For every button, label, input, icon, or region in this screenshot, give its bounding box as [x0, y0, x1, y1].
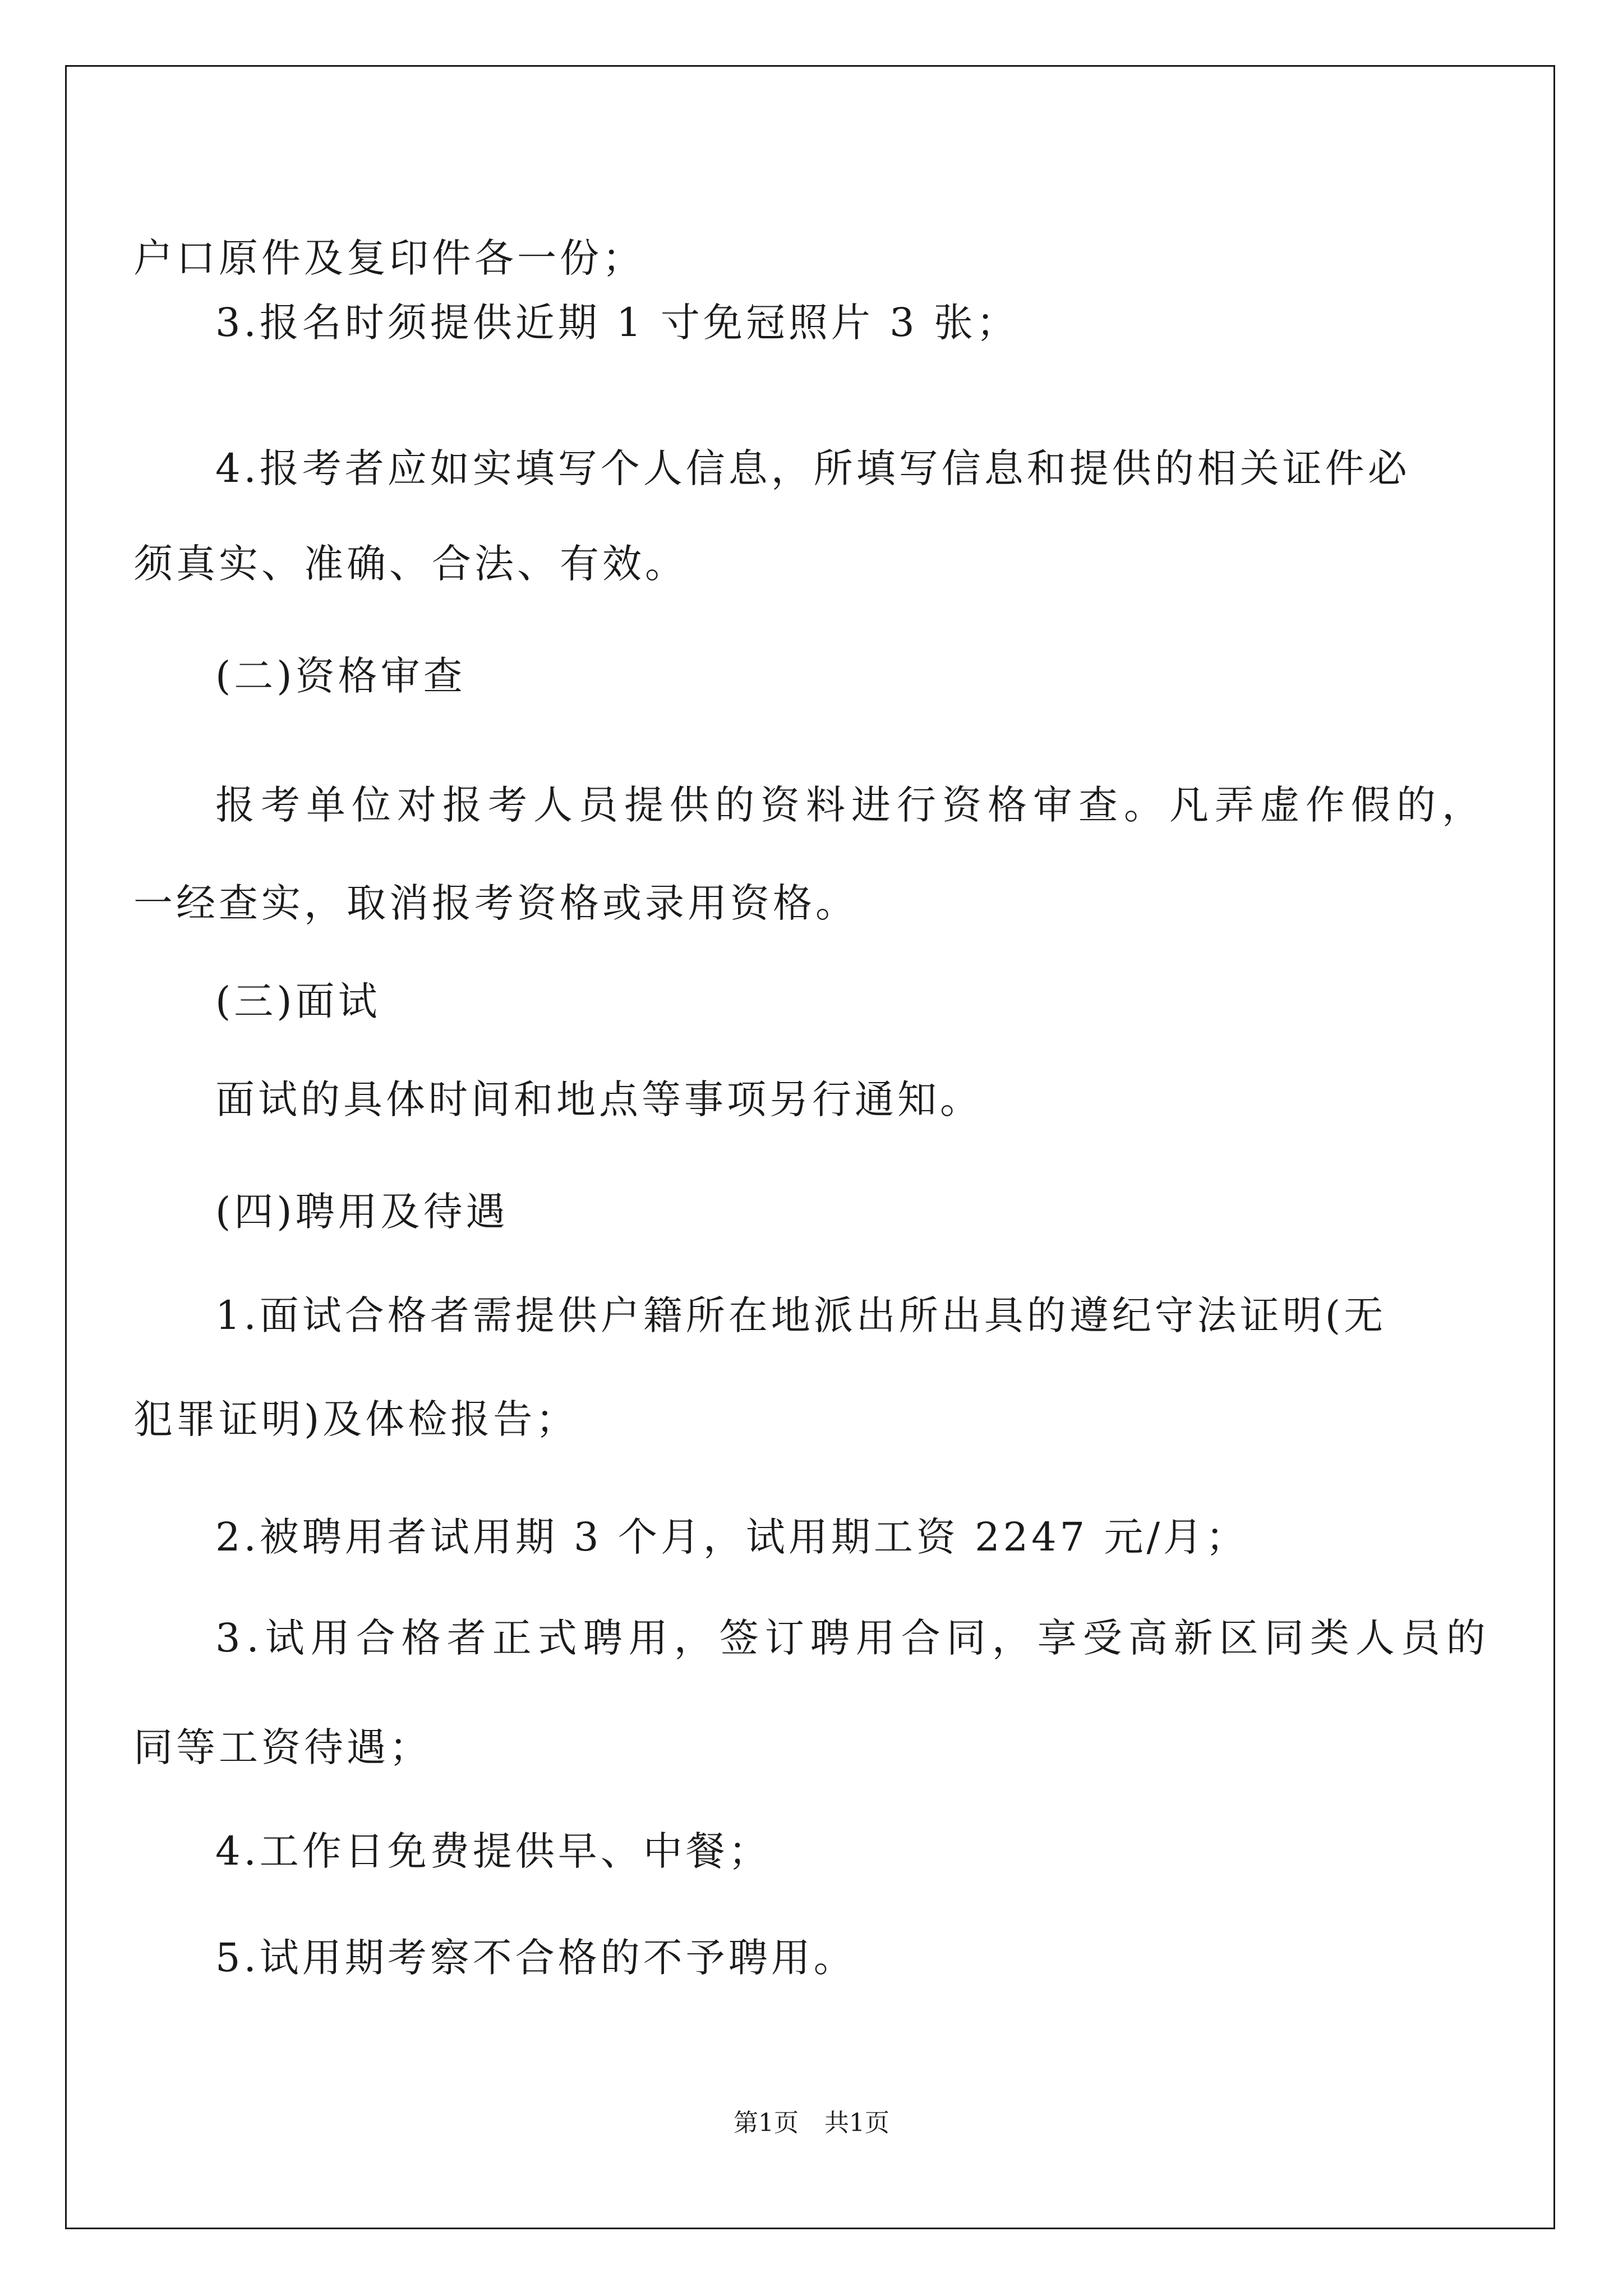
section-heading: (二)资格审查: [215, 653, 466, 699]
paragraph-line: 2.被聘用者试用期 3 个月，试用期工资 2247 元/月；: [215, 1514, 1249, 1560]
paragraph-line: 5.试用期考察不合格的不予聘用。: [215, 1935, 856, 1981]
section-heading: (四)聘用及待遇: [215, 1189, 509, 1235]
paragraph-line: 面试的具体时间和地点等事项另行通知。: [215, 1076, 983, 1122]
paragraph-line: 一经查实，取消报考资格或录用资格。: [133, 880, 858, 926]
page-total: 共1页: [824, 2109, 889, 2137]
section-heading: (三)面试: [215, 978, 381, 1024]
paragraph-line: 须真实、准确、合法、有效。: [133, 541, 688, 587]
page-number: 第1页: [734, 2109, 799, 2137]
paragraph-line: 报考单位对报考人员提供的资料进行资格审查。凡弄虚作假的，: [215, 782, 1487, 828]
paragraph-line: 同等工资待遇；: [133, 1724, 432, 1770]
paragraph-line: 犯罪证明)及体检报告；: [133, 1396, 579, 1442]
paragraph-line: 4.报考者应如实填写个人信息，所填写信息和提供的相关证件必: [215, 445, 1410, 491]
paragraph-line: 4.工作日免费提供早、中餐；: [215, 1828, 771, 1874]
paragraph-line: 户口原件及复印件各一份；: [133, 235, 645, 281]
paragraph-line: 3.试用合格者正式聘用，签订聘用合同，享受高新区同类人员的: [215, 1615, 1492, 1661]
paragraph-line: 3.报名时须提供近期 1 寸免冠照片 3 张；: [215, 300, 1019, 346]
page-footer: [0, 2109, 1623, 2137]
paragraph-line: 1.面试合格者需提供户籍所在地派出所出具的遵纪守法证明(无: [215, 1292, 1387, 1338]
